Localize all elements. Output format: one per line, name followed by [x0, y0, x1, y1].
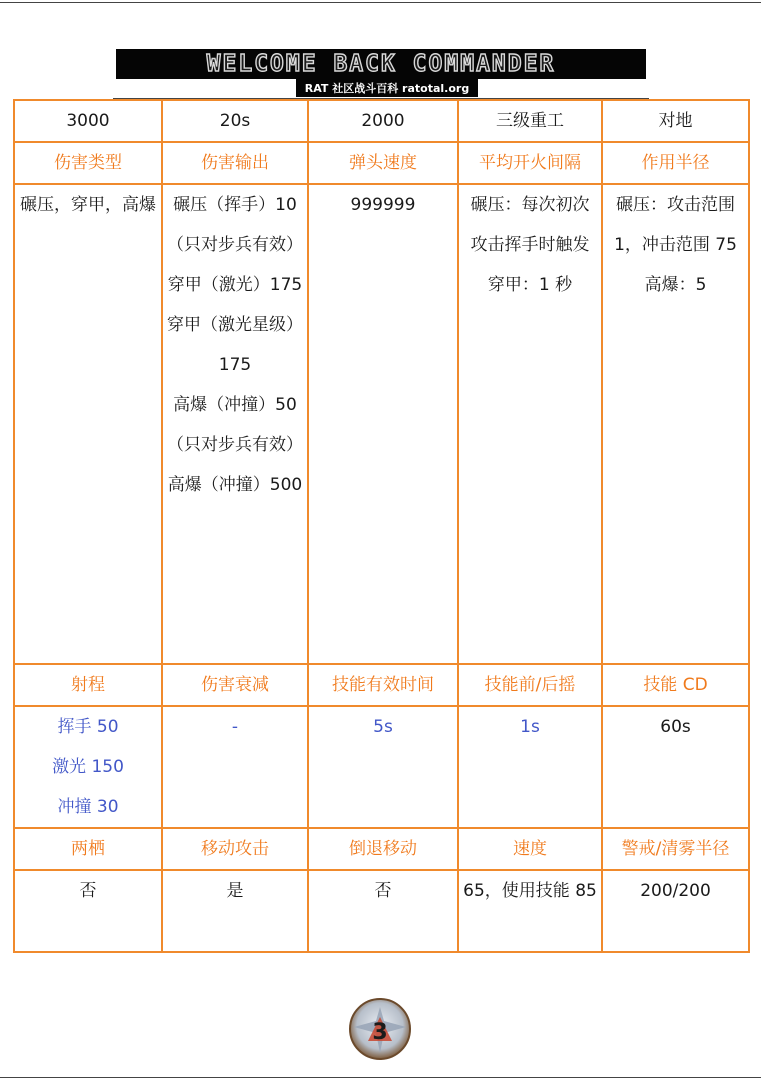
- cell-line: 999999: [350, 195, 416, 215]
- page-number: 3: [372, 1020, 388, 1045]
- table-row: [14, 100, 749, 142]
- cell-value: 3000: [14, 100, 162, 142]
- cell-line: 穿甲（激光星级）175: [167, 315, 303, 375]
- cell-header: 伤害衰减: [162, 664, 308, 706]
- cell-value: [162, 184, 308, 664]
- table-row: [14, 184, 749, 664]
- site-subtitle-banner: [296, 78, 478, 97]
- cell-line: 碾压（挥手）10（只对步兵有效）: [167, 195, 303, 255]
- cell-line: 穿甲（激光）175: [167, 275, 303, 295]
- cell-value: [458, 184, 602, 664]
- cell-header: 弹头速度: [308, 142, 458, 184]
- cell-line: 穿甲：1 秒: [487, 275, 573, 295]
- effect-radius-text: [607, 185, 744, 305]
- banner-title: WELCOME BACK COMMANDER: [206, 51, 556, 77]
- cell-value: [308, 184, 458, 664]
- cell-value: 否: [14, 870, 162, 952]
- cell-header: 平均开火间隔: [458, 142, 602, 184]
- cell-header: 移动攻击: [162, 828, 308, 870]
- unit-spec-table: [13, 99, 750, 953]
- cell-line: 高爆（冲撞）50（只对步兵有效）: [167, 395, 303, 455]
- cell-line: 冲撞 30: [57, 797, 119, 817]
- projectile-speed-text: [313, 185, 453, 225]
- cell-value: 是: [162, 870, 308, 952]
- range-text: [19, 707, 157, 827]
- fire-interval-text: [463, 185, 597, 305]
- damage-type-text: [19, 185, 157, 225]
- cell-line: 激光 150: [52, 757, 124, 777]
- cell-value: [14, 706, 162, 828]
- table-row: [14, 870, 749, 952]
- cell-header: 倒退移动: [308, 828, 458, 870]
- cell-header: 技能前/后摇: [458, 664, 602, 706]
- cell-value: 1s: [458, 706, 602, 828]
- cell-header: 两栖: [14, 828, 162, 870]
- cell-line: 高爆（冲撞）500: [167, 475, 303, 495]
- table-header-row: [14, 828, 749, 870]
- cell-value: 60s: [602, 706, 749, 828]
- welcome-banner: [116, 49, 646, 79]
- cell-value: 20s: [162, 100, 308, 142]
- cell-header: 作用半径: [602, 142, 749, 184]
- cell-value: 5s: [308, 706, 458, 828]
- cell-value: 对地: [602, 100, 749, 142]
- table-row: [14, 706, 749, 828]
- top-rule: [0, 2, 761, 3]
- table-header-row: [14, 142, 749, 184]
- page-number-emblem: [348, 997, 412, 1061]
- cell-value: 否: [308, 870, 458, 952]
- cell-header: 技能 CD: [602, 664, 749, 706]
- cell-value: [602, 184, 749, 664]
- cell-header: 速度: [458, 828, 602, 870]
- cell-header: 伤害类型: [14, 142, 162, 184]
- table-header-row: [14, 664, 749, 706]
- cell-line: 碾压：攻击范围 1，冲击范围 75: [614, 195, 737, 255]
- cell-header: 技能有效时间: [308, 664, 458, 706]
- cell-line: 高爆：5: [644, 275, 707, 295]
- cell-header: 射程: [14, 664, 162, 706]
- cell-header: 伤害输出: [162, 142, 308, 184]
- cell-value: -: [162, 706, 308, 828]
- cell-header: 警戒/清雾半径: [602, 828, 749, 870]
- cell-value: 65，使用技能 85: [458, 870, 602, 952]
- site-subtitle: RAT 社区战斗百科 ratotal.org: [304, 81, 470, 95]
- cell-value: [14, 184, 162, 664]
- cell-value: 2000: [308, 100, 458, 142]
- damage-output-text: [167, 185, 303, 505]
- bottom-rule: [0, 1077, 761, 1078]
- cell-value: 200/200: [602, 870, 749, 952]
- cell-line: 碾压，穿甲，高爆: [20, 195, 156, 215]
- cell-line: 碾压：每次初次攻击挥手时触发: [470, 195, 590, 255]
- cell-value: 三级重工: [458, 100, 602, 142]
- cell-line: 挥手 50: [57, 717, 119, 737]
